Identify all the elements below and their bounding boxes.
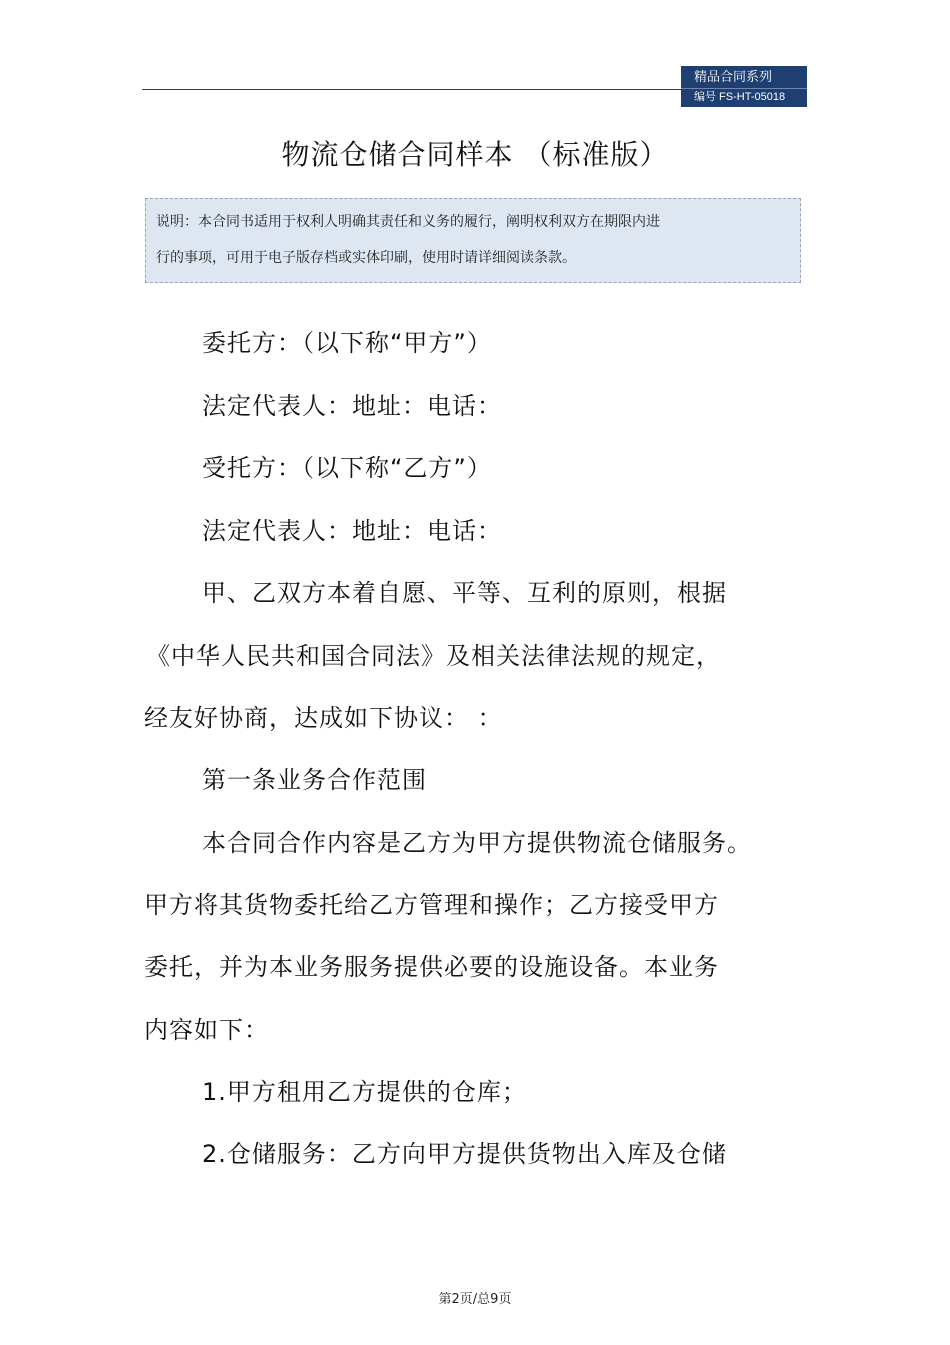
preamble-line-2: 《中华人民共和国合同法》及相关法律法规的规定，	[146, 642, 721, 670]
list-item-2: 2.仓储服务：乙方向甲方提供货物出入库及仓储	[202, 1140, 727, 1168]
series-badge	[681, 66, 807, 107]
badge-document-code: 编号 FS-HT-05018	[694, 91, 786, 103]
badge-series-label: 精品合同系列	[694, 69, 773, 84]
article-1-body-line-2: 甲方将其货物委托给乙方管理和操作；乙方接受甲方	[144, 891, 719, 919]
usage-note-line-1: 说明：本合同书适用于权利人明确其责任和义务的履行，阐明权利双方在期限内进	[156, 214, 660, 230]
preamble-line-3: 经友好协商，达成如下协议： ：	[144, 704, 503, 732]
document-title: 物流仓储合同样本 （标准版）	[281, 138, 669, 171]
badge-divider	[681, 88, 807, 89]
contractor-representative-line: 法定代表人：地址：电话：	[202, 517, 502, 545]
page-indicator: 第2页/总9页	[438, 1292, 512, 1307]
usage-note-box	[145, 198, 801, 283]
client-party-line: 委托方：（以下称“甲方”）	[202, 329, 492, 357]
usage-note-line-2: 行的事项，可用于电子版存档或实体印刷，使用时请详细阅读条款。	[156, 250, 576, 266]
list-item-1: 1.甲方租用乙方提供的仓库；	[202, 1078, 527, 1106]
article-1-body-line-3: 委托，并为本业务服务提供必要的设施设备。本业务	[144, 953, 719, 981]
article-1-body-line-1: 本合同合作内容是乙方为甲方提供物流仓储服务。	[202, 829, 752, 857]
article-1-heading: 第一条业务合作范围	[202, 766, 427, 794]
contractor-party-line: 受托方：（以下称“乙方”）	[202, 454, 492, 482]
article-1-body-line-4: 内容如下：	[144, 1016, 269, 1044]
client-representative-line: 法定代表人：地址：电话：	[202, 392, 502, 420]
preamble-line-1: 甲、乙双方本着自愿、平等、互利的原则，根据	[202, 579, 727, 607]
